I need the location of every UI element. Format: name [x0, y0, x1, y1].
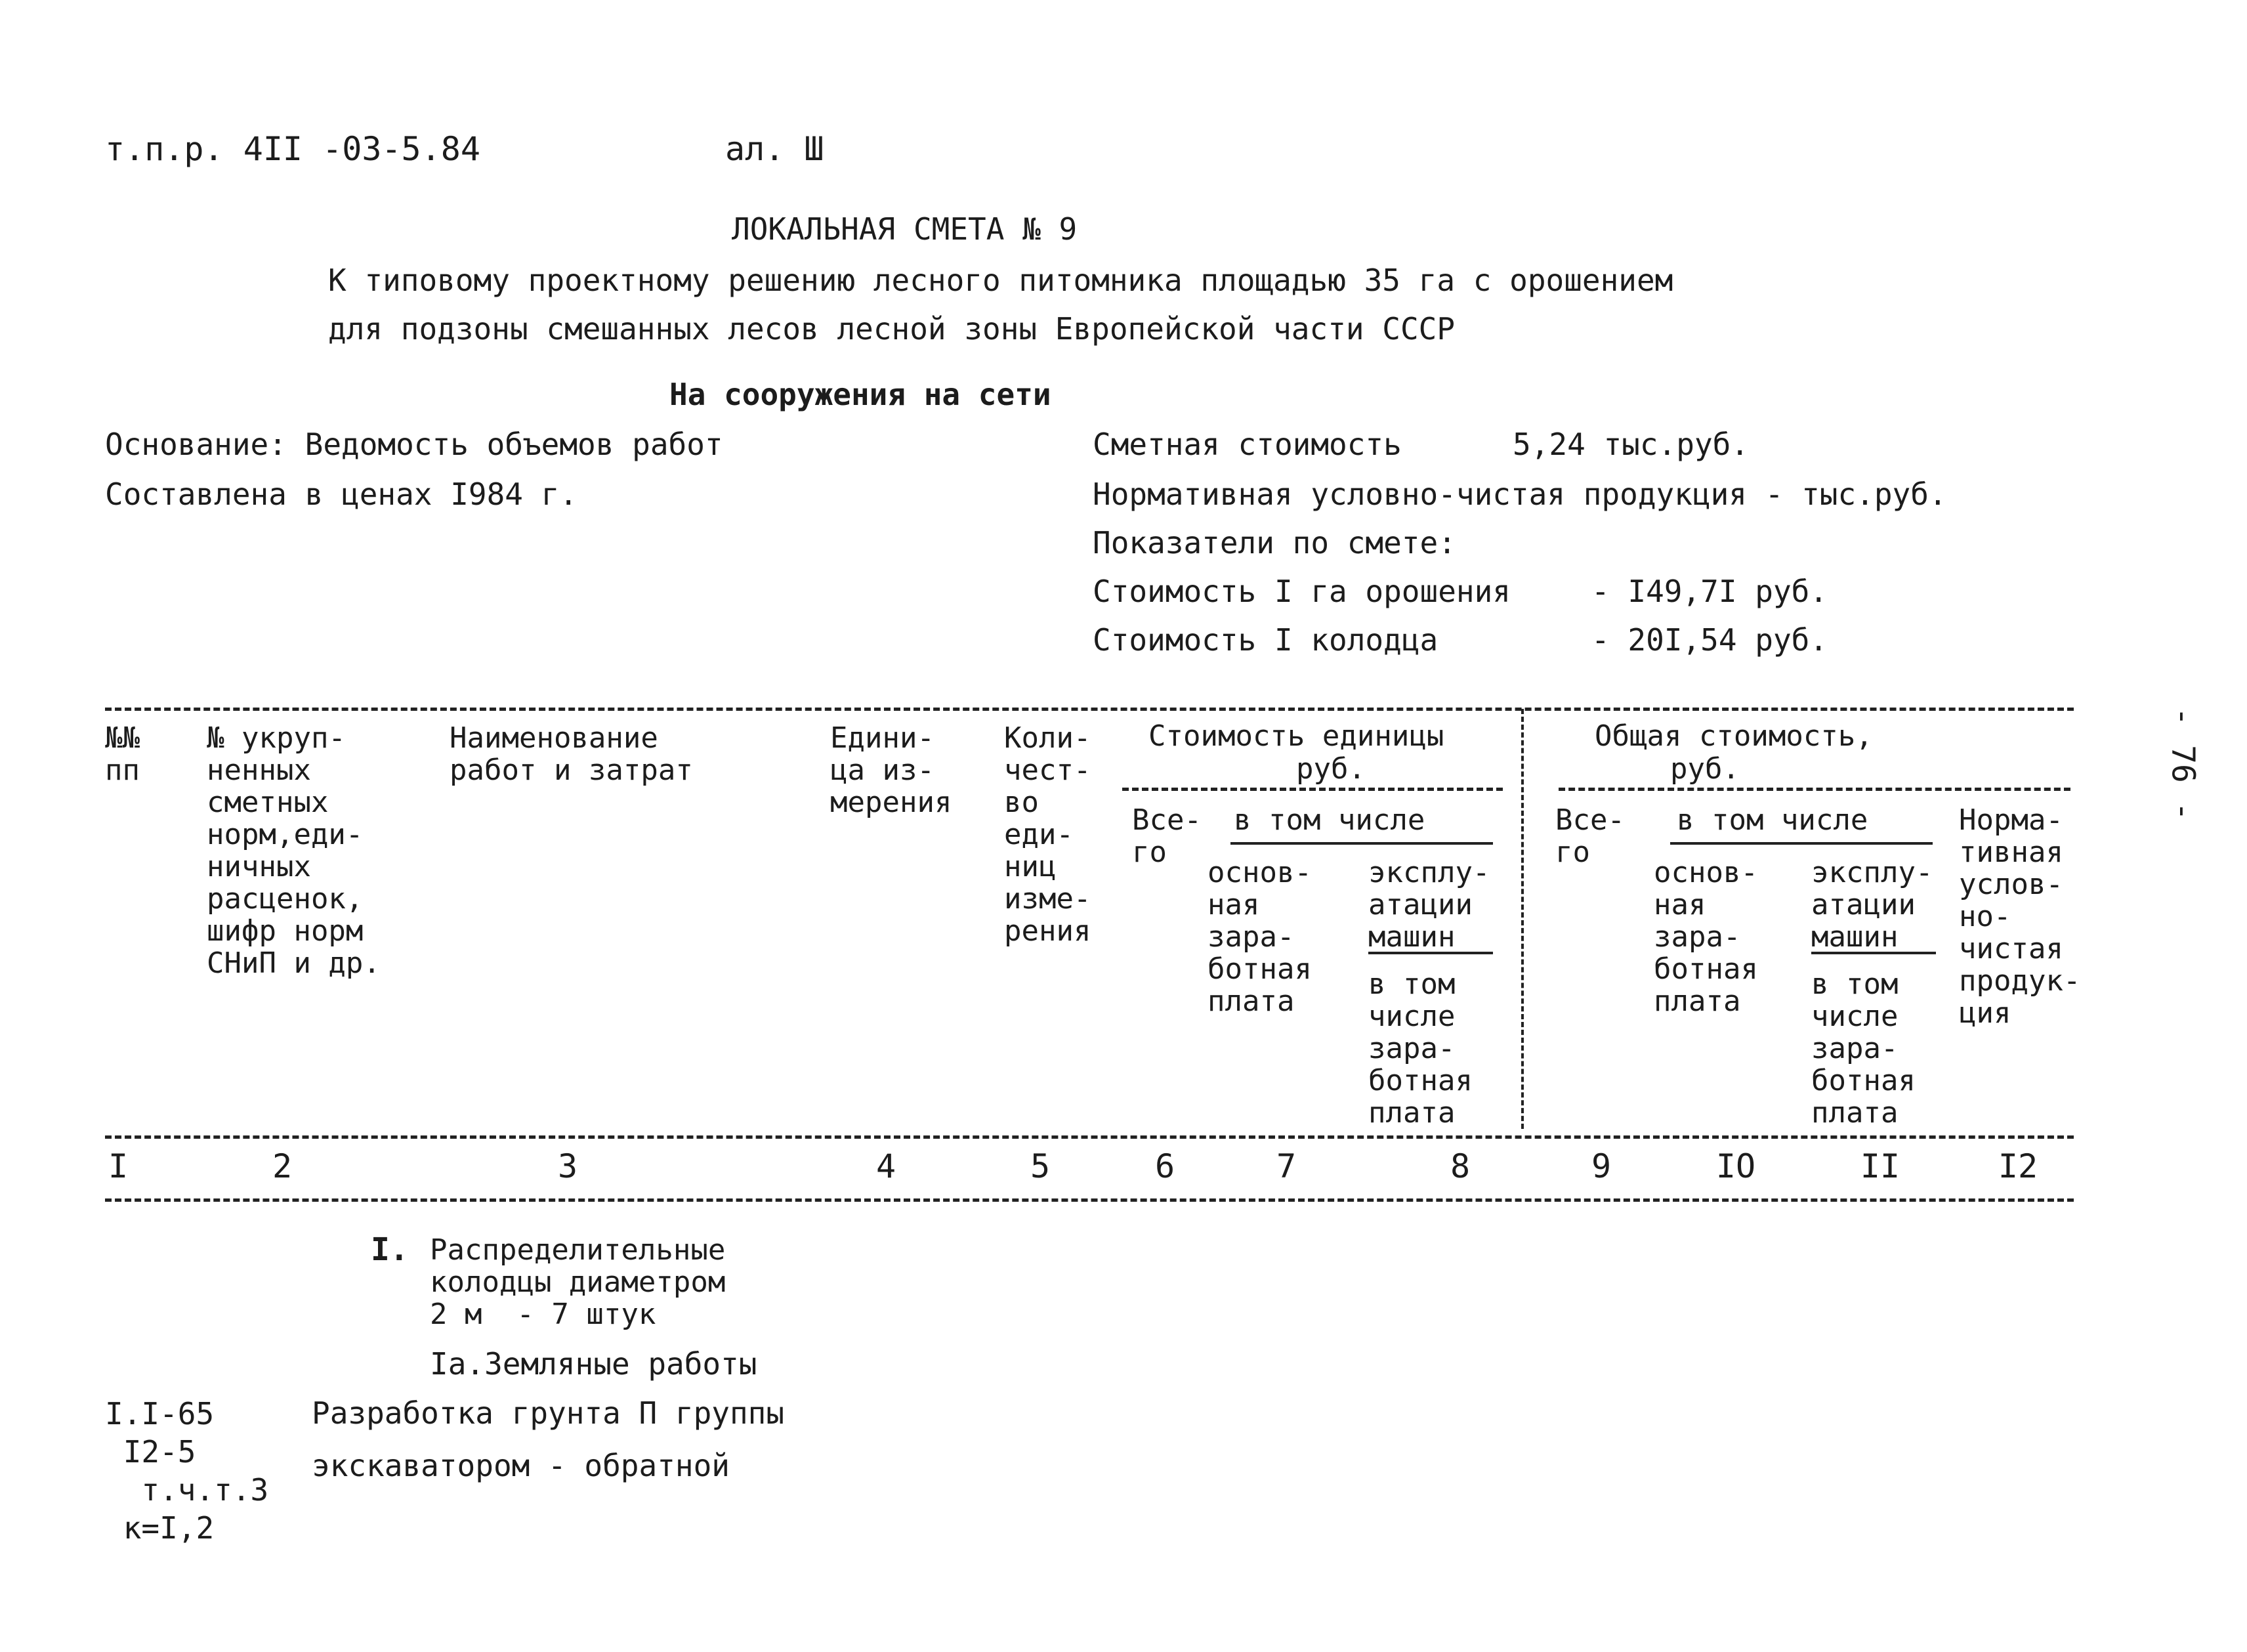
unit-vsego: Все- го — [1132, 803, 1202, 869]
col-header-npp: №№ пп — [105, 721, 140, 787]
total-ekspl: эксплу- атации машин — [1811, 856, 1933, 954]
col-number: I2 — [1998, 1147, 2038, 1185]
subtitle-line-2: для подзоны смешанных лесов лесной зоны Европейской части СССР — [328, 311, 1456, 347]
total-cost-header: Общая стоимость, — [1595, 719, 1873, 753]
album-number: ал. Ш — [725, 130, 824, 168]
indicators-label: Показатели по смете: — [1093, 525, 1456, 561]
total-osn-zp: основ- ная зара- ботная плата — [1654, 856, 1758, 1018]
unit-cost-rub: руб. — [1296, 752, 1366, 786]
total-v-tom-chisle: в том числе — [1677, 803, 1868, 837]
table-top-rule — [105, 708, 2074, 711]
indicator-2-value: - 20I,54 руб. — [1591, 622, 1828, 658]
total-cost-rub: руб. — [1670, 752, 1740, 786]
table-numbers-rule — [105, 1198, 2074, 1202]
unit-cost-rule — [1122, 788, 1503, 791]
unit-cost-header: Стоимость единицы — [1148, 719, 1444, 753]
total-vsego: Все- го — [1555, 803, 1625, 869]
work-description-line-1: Разработка грунта П группы — [312, 1395, 785, 1431]
col-number: 3 — [557, 1147, 578, 1185]
norm-product-line: Нормативная условно-чистая продукция - тыс.руб. — [1093, 477, 1947, 512]
section-number: I. — [371, 1231, 409, 1268]
col-header-norm-code: № укруп- ненных сметных норм,еди- ничных расценок, шифр норм СНиП и др. — [207, 721, 381, 980]
cost-value: 5,24 тыс.руб. — [1513, 427, 1750, 462]
unit-ekspl: эксплу- атации машин — [1368, 856, 1490, 954]
col-number: 9 — [1591, 1147, 1612, 1185]
unit-osn-zp: основ- ная зара- ботная плата — [1208, 856, 1312, 1018]
unit-v-tom-chisle: в том числе — [1234, 803, 1425, 837]
unit-incl-underline — [1230, 842, 1493, 845]
col-number: I — [108, 1147, 129, 1185]
work-description-line-2: экскаватором - обратной — [312, 1448, 730, 1483]
col-number: 5 — [1030, 1147, 1051, 1185]
col-header-work-name: Наименование работ и затрат — [450, 721, 693, 787]
col-number: II — [1860, 1147, 1900, 1185]
unit-ekspl-zp: в том числе зара- ботная плата — [1368, 967, 1473, 1130]
basis-line: Основание: Ведомость объемов работ — [105, 427, 723, 462]
page-number: - 76 - — [2164, 707, 2202, 821]
subsection-title: Iа.Земляные работы — [430, 1346, 757, 1382]
document-code: т.п.р. 4II -03-5.84 — [105, 130, 480, 168]
document-title: ЛОКАЛЬНАЯ СМЕТА № 9 — [732, 211, 1078, 247]
col-number: 8 — [1450, 1147, 1471, 1185]
total-ekspl-zp: в том числе зара- ботная плата — [1811, 967, 1916, 1130]
indicator-2-label: Стоимость I колодца — [1093, 622, 1438, 658]
col-header-norm-ucp: Норма- тивная услов- но- чистая продук- ция — [1959, 803, 2081, 1030]
col-header-unit: Едини- ца из- мерения — [830, 721, 952, 819]
total-cost-rule — [1559, 788, 2070, 791]
total-incl-underline — [1670, 842, 1933, 845]
indicator-1-value: - I49,7I руб. — [1591, 574, 1828, 609]
indicator-1-label: Стоимость I га орошения — [1093, 574, 1511, 609]
col-header-quantity: Коли- чест- во еди- ниц изме- рения — [1004, 721, 1091, 948]
subtitle-line-1: К типовому проектному решению лесного питомника площадью 35 га с орошением — [328, 263, 1673, 298]
col-number: 6 — [1154, 1147, 1175, 1185]
col-number: 2 — [272, 1147, 293, 1185]
section-title: Распределительные колодцы диаметром 2 м - 7 штук — [430, 1233, 726, 1331]
table-header-rule — [105, 1135, 2074, 1139]
estimate-object: На сооружения на сети — [669, 377, 1051, 412]
table-divider — [1521, 709, 1524, 1129]
cost-label: Сметная стоимость — [1093, 427, 1402, 462]
norm-code: I.I-65 I2-5 т.ч.т.3 к=I,2 — [105, 1396, 269, 1546]
col-number: IO — [1715, 1147, 1756, 1185]
col-number: 7 — [1276, 1147, 1297, 1185]
prices-line: Составлена в ценах I984 г. — [105, 477, 578, 512]
col-number: 4 — [875, 1147, 896, 1185]
